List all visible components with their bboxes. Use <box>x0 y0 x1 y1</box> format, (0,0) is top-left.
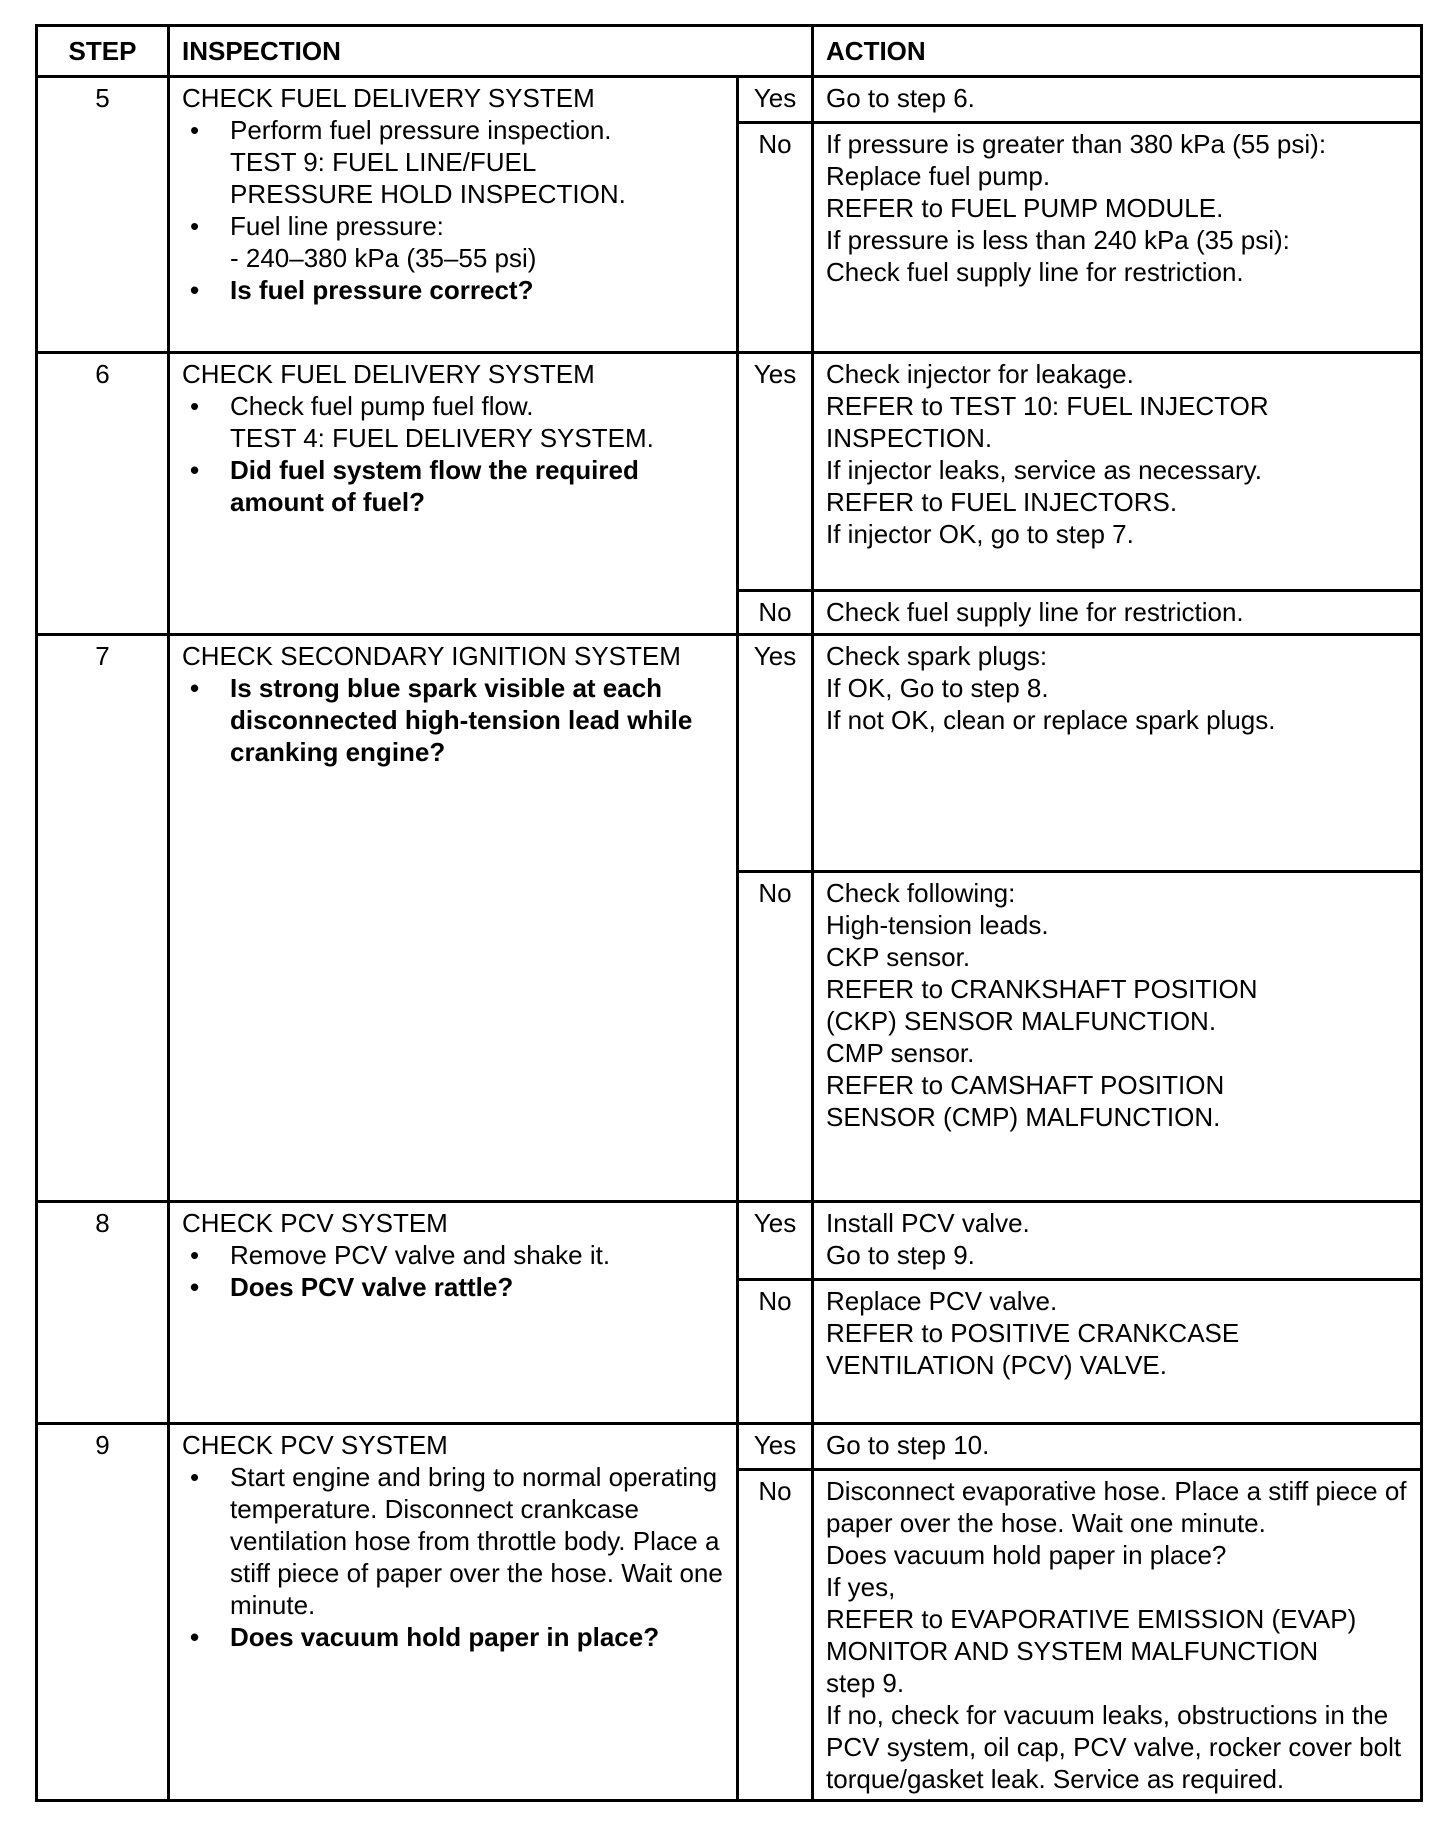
no-label: No <box>738 872 813 1202</box>
yes-label: Yes <box>738 77 813 123</box>
step-row <box>37 635 1422 872</box>
inspection-bullet: • Perform fuel pressure inspection. TEST 9: FUEL LINE/FUEL PRESSURE HOLD INSPECTION. <box>230 114 724 210</box>
no-action: Check fuel supply line for restriction. <box>813 591 1422 635</box>
yes-action: Go to step 6. <box>813 77 1422 123</box>
no-action: Check following: High-tension leads. CKP sensor. REFER to CRANKSHAFT POSITION (CKP) SENSOR MALFUNCTION. CMP sensor. REFER to CAMSHAFT POSITION SENSOR (CMP) MALFUNCTION. <box>813 872 1422 1202</box>
yes-action: Check spark plugs: If OK, Go to step 8. If not OK, clean or replace spark plugs. <box>813 635 1422 872</box>
step-row <box>37 1202 1422 1280</box>
step-row <box>37 1424 1422 1470</box>
inspection-bullet: • Check fuel pump fuel flow. TEST 4: FUEL DELIVERY SYSTEM. <box>230 390 724 454</box>
step-number: 8 <box>37 1202 169 1424</box>
inspection-bullet: • Fuel line pressure: - 240–380 kPa (35–55 psi) <box>230 210 724 274</box>
inspection-cell <box>169 1202 738 1424</box>
inspection-title: CHECK FUEL DELIVERY SYSTEM <box>182 359 595 389</box>
step-number: 7 <box>37 635 169 1202</box>
yes-label: Yes <box>738 635 813 872</box>
yes-action: Go to step 10. <box>813 1424 1422 1470</box>
header-step: STEP <box>37 26 169 77</box>
inspection-bullet: • Remove PCV valve and shake it. <box>230 1239 724 1271</box>
inspection-title: CHECK FUEL DELIVERY SYSTEM <box>182 83 595 113</box>
no-label: No <box>738 591 813 635</box>
inspection-cell <box>169 635 738 1202</box>
step-number: 6 <box>37 353 169 635</box>
step-number: 5 <box>37 77 169 353</box>
inspection-bullet: • Start engine and bring to normal operating temperature. Disconnect crankcase ventilation hose from throttle body. Place a stiff piece of paper over the hose. Wait one minute. <box>230 1461 724 1621</box>
no-action: If pressure is greater than 380 kPa (55 psi): Replace fuel pump. REFER to FUEL PUMP MODULE. If pressure is less than 240 kPa (35 psi): Check fuel supply line for restriction. <box>813 123 1422 353</box>
inspection-question: • Does vacuum hold paper in place? <box>230 1621 724 1653</box>
inspection-title: CHECK PCV SYSTEM <box>182 1430 448 1460</box>
no-label: No <box>738 1470 813 1801</box>
yes-label: Yes <box>738 1202 813 1280</box>
inspection-question: • Is strong blue spark visible at each disconnected high-tension lead while cranking engine? <box>230 672 724 768</box>
inspection-question: • Is fuel pressure correct? <box>230 274 724 306</box>
step-row <box>37 77 1422 123</box>
inspection-question: • Does PCV valve rattle? <box>230 1271 724 1303</box>
inspection-title: CHECK SECONDARY IGNITION SYSTEM <box>182 641 681 671</box>
inspection-cell <box>169 77 738 353</box>
inspection-cell <box>169 353 738 635</box>
no-action: Disconnect evaporative hose. Place a stiff piece of paper over the hose. Wait one minute. Does vacuum hold paper in place? If yes, REFER to EVAPORATIVE EMISSION (EVAP) MONITOR AND SYSTEM MALFUNCTION step 9. If no, check for vacuum leaks, obstructions in the PCV system, oil cap, PCV valve, rocker cover bolt torque/gasket leak. Service as required. <box>813 1470 1422 1801</box>
header-action: ACTION <box>813 26 1422 77</box>
step-number: 9 <box>37 1424 169 1801</box>
step-row <box>37 353 1422 591</box>
no-label: No <box>738 123 813 353</box>
inspection-question: • Did fuel system flow the required amount of fuel? <box>230 454 724 518</box>
inspection-cell <box>169 1424 738 1801</box>
yes-action: Check injector for leakage. REFER to TEST 10: FUEL INJECTOR INSPECTION. If injector leaks, service as necessary. REFER to FUEL INJECTORS. If injector OK, go to step 7. <box>813 353 1422 591</box>
no-action: Replace PCV valve. REFER to POSITIVE CRANKCASE VENTILATION (PCV) VALVE. <box>813 1280 1422 1424</box>
header-row <box>37 26 1422 77</box>
diagnostic-table <box>35 24 1423 1802</box>
inspection-title: CHECK PCV SYSTEM <box>182 1208 448 1238</box>
yes-label: Yes <box>738 353 813 591</box>
header-inspection: INSPECTION <box>169 26 813 77</box>
yes-label: Yes <box>738 1424 813 1470</box>
no-label: No <box>738 1280 813 1424</box>
yes-action: Install PCV valve. Go to step 9. <box>813 1202 1422 1280</box>
